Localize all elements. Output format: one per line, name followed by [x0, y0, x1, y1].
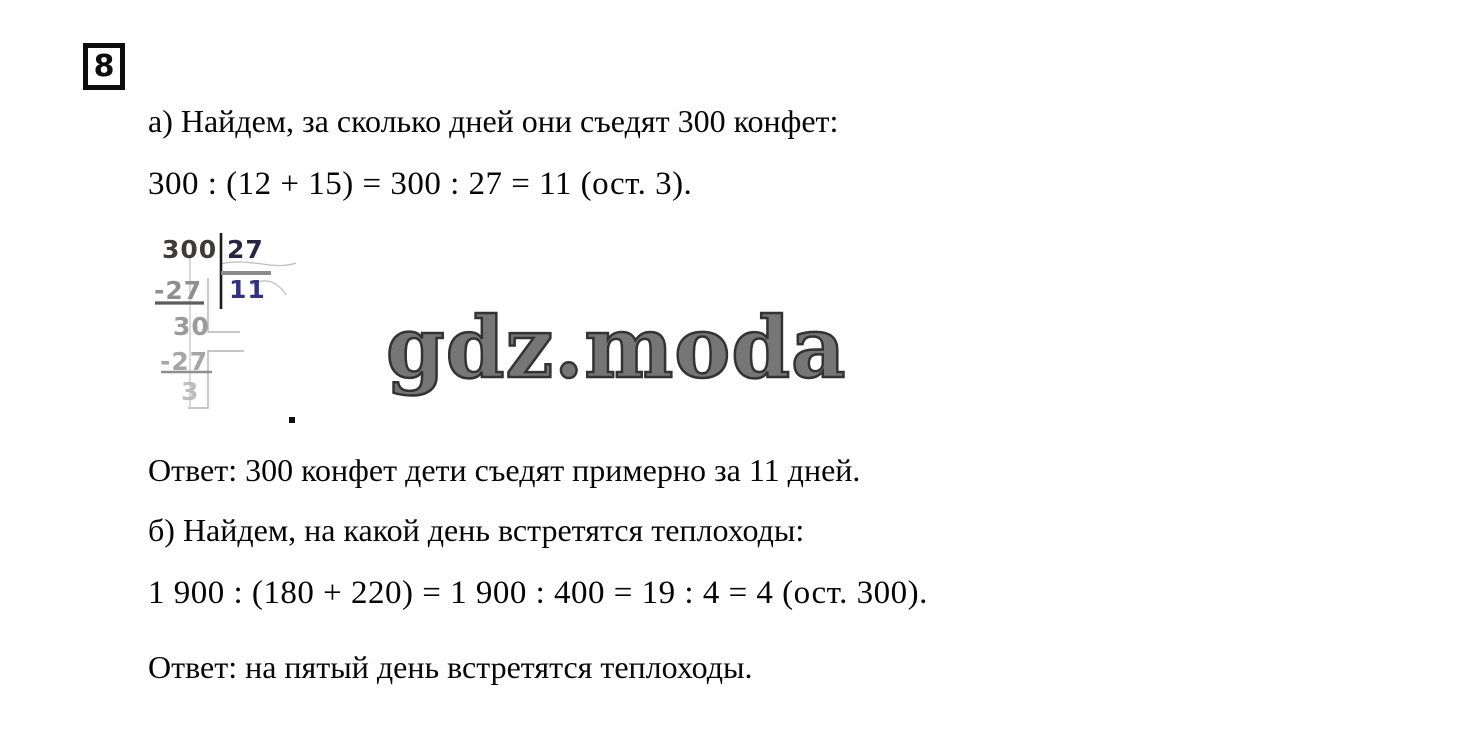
part-a-answer: Ответ: 300 конфет дети съедят примерно за 11 дней. — [148, 452, 861, 488]
watermark: gdz.moda — [386, 298, 847, 397]
division-quotient: 11 — [229, 275, 266, 304]
division-dividend: 300 — [162, 235, 218, 264]
period-dot — [289, 417, 295, 423]
division-remainder: 3 — [181, 377, 200, 406]
part-b-equation: 1 900 : (180 + 220) = 1 900 : 400 = 19 : 4 = 4 (ост. 300). — [148, 575, 928, 611]
division-subtract-2: -27 — [160, 347, 209, 376]
part-a-equation: 300 : (12 + 15) = 300 : 27 = 11 (ост. 3). — [148, 166, 693, 202]
division-subtract-1: -27 — [154, 276, 203, 305]
long-division-diagram — [148, 233, 328, 433]
division-bring-down: 30 — [173, 312, 210, 341]
part-b-intro: б) Найдем, на какой день встретятся теплоходы: — [148, 512, 805, 548]
part-a-intro: а) Найдем, за сколько дней они съедят 300 конфет: — [148, 103, 839, 139]
division-divisor: 27 — [227, 235, 264, 264]
task-number: 8 — [93, 49, 115, 84]
task-number-badge — [83, 43, 125, 90]
part-b-answer: Ответ: на пятый день встретятся теплоходы. — [148, 649, 753, 685]
